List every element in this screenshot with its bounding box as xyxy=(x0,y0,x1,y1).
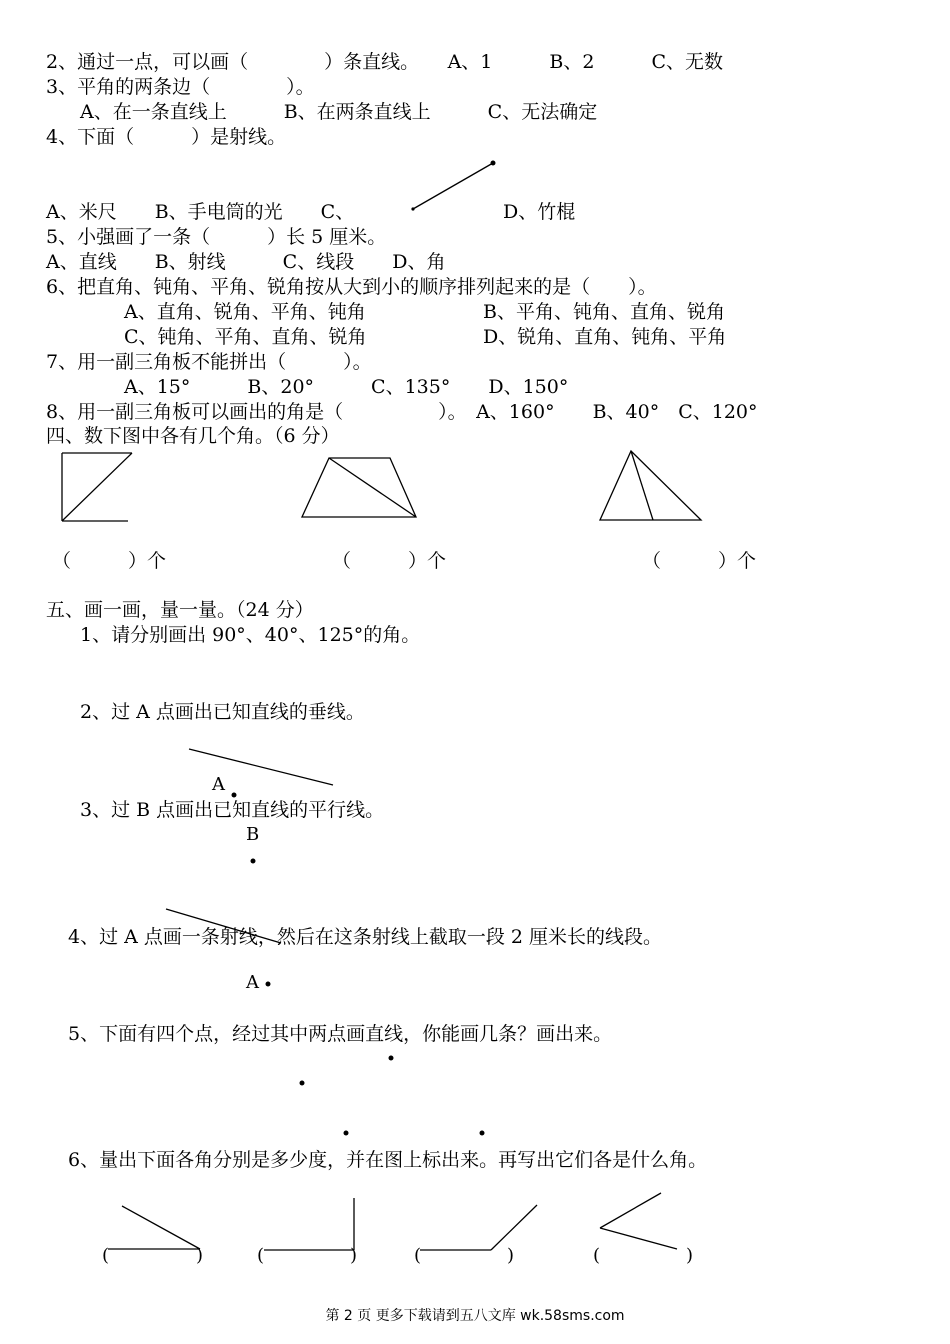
section-5-title: 五、画一画，量一量。（24 分） xyxy=(46,599,314,621)
question-4-options-abc: A、米尺 B、手电筒的光 C、 xyxy=(46,201,355,223)
point-b xyxy=(251,859,256,864)
section-4-answer-3: （ ）个 xyxy=(642,550,757,572)
section-5-item-4: 4、过 A 点画一条射线，然后在这条射线上截取一段 2 厘米长的线段。 xyxy=(68,926,663,948)
angle-to-measure-1 xyxy=(108,1206,200,1249)
question-6-option-c: C、钝角、平角、直角、锐角 xyxy=(124,326,367,348)
angle-2-paren-close: ) xyxy=(350,1245,358,1266)
question-3-options: A、在一条直线上 B、在两条直线上 C、无法确定 xyxy=(80,101,598,123)
question-6: 6、把直角、钝角、平角、锐角按从大到小的顺序排列起来的是（ ）。 xyxy=(46,276,657,298)
angle-figure-1 xyxy=(62,453,132,521)
question-7-options: A、15° B、20° C、135° D、150° xyxy=(124,376,569,398)
angle-to-measure-2 xyxy=(264,1198,354,1250)
question-4-option-d: D、竹棍 xyxy=(503,201,576,223)
point-3 xyxy=(344,1131,349,1136)
angle-1-paren-open: ( xyxy=(102,1245,110,1266)
angle-1-paren-close: ) xyxy=(196,1245,204,1266)
section-4-answer-1: （ ）个 xyxy=(52,550,167,572)
section-5-item-2: 2、过 A 点画出已知直线的垂线。 xyxy=(80,701,365,723)
point-a2-label: A xyxy=(246,972,259,993)
question-5-options: A、直线 B、射线 C、线段 D、角 xyxy=(46,251,446,273)
section-4-title: 四、数下图中各有几个角。（6 分） xyxy=(46,425,340,447)
question-6-option-d: D、锐角、直角、钝角、平角 xyxy=(483,326,727,348)
question-8: 8、用一副三角板可以画出的角是（ ）。 A、160° B、40° C、120° xyxy=(46,401,758,423)
point-a2 xyxy=(266,982,271,987)
section-5-item-5: 5、下面有四个点，经过其中两点画直线，你能画几条？画出来。 xyxy=(68,1023,613,1045)
point-b-label: B xyxy=(246,824,260,845)
angle-3-paren-close: ) xyxy=(507,1245,515,1266)
section-4-answer-2: （ ）个 xyxy=(332,550,447,572)
ray-option-c-endpoint xyxy=(491,161,496,166)
point-a-label: A xyxy=(212,774,225,795)
question-6-option-a: A、直角、锐角、平角、钝角 xyxy=(124,301,366,323)
question-5: 5、小强画了一条（ ）长 5 厘米。 xyxy=(46,226,387,248)
point-4 xyxy=(480,1131,485,1136)
angle-figure-2 xyxy=(302,458,416,517)
question-4: 4、下面（ ）是射线。 xyxy=(46,126,287,148)
point-1 xyxy=(389,1056,394,1061)
given-line-parallel xyxy=(166,909,281,943)
angle-to-measure-4 xyxy=(600,1193,677,1249)
angle-to-measure-3 xyxy=(420,1205,537,1250)
section-5-item-1: 1、请分别画出 90°、40°、125°的角。 xyxy=(80,624,421,646)
angle-2-paren-open: ( xyxy=(257,1245,265,1266)
angle-figure-3 xyxy=(600,451,701,520)
given-line-perpendicular xyxy=(189,749,333,785)
section-5-item-3: 3、过 B 点画出已知直线的平行线。 xyxy=(80,799,385,821)
question-2: 2、通过一点，可以画（ ）条直线。 A、1 B、2 C、无数 xyxy=(46,51,723,73)
point-a xyxy=(232,793,237,798)
ray-option-c-origin xyxy=(411,207,414,210)
section-5-item-6: 6、量出下面各角分别是多少度，并在图上标出来。再写出它们各是什么角。 xyxy=(68,1149,708,1171)
question-3: 3、平角的两条边（ ）。 xyxy=(46,76,315,98)
question-6-option-b: B、平角、钝角、直角、锐角 xyxy=(483,301,725,323)
angle-3-paren-open: ( xyxy=(414,1245,422,1266)
page-footer: 第 2 页 更多下载请到五八文库 wk.58sms.com xyxy=(325,1308,625,1324)
point-2 xyxy=(300,1081,305,1086)
angle-4-paren-open: ( xyxy=(593,1245,601,1266)
question-7: 7、用一副三角板不能拼出（ ）。 xyxy=(46,351,372,373)
ray-option-c xyxy=(413,163,493,209)
angle-4-paren-close: ) xyxy=(686,1245,694,1266)
